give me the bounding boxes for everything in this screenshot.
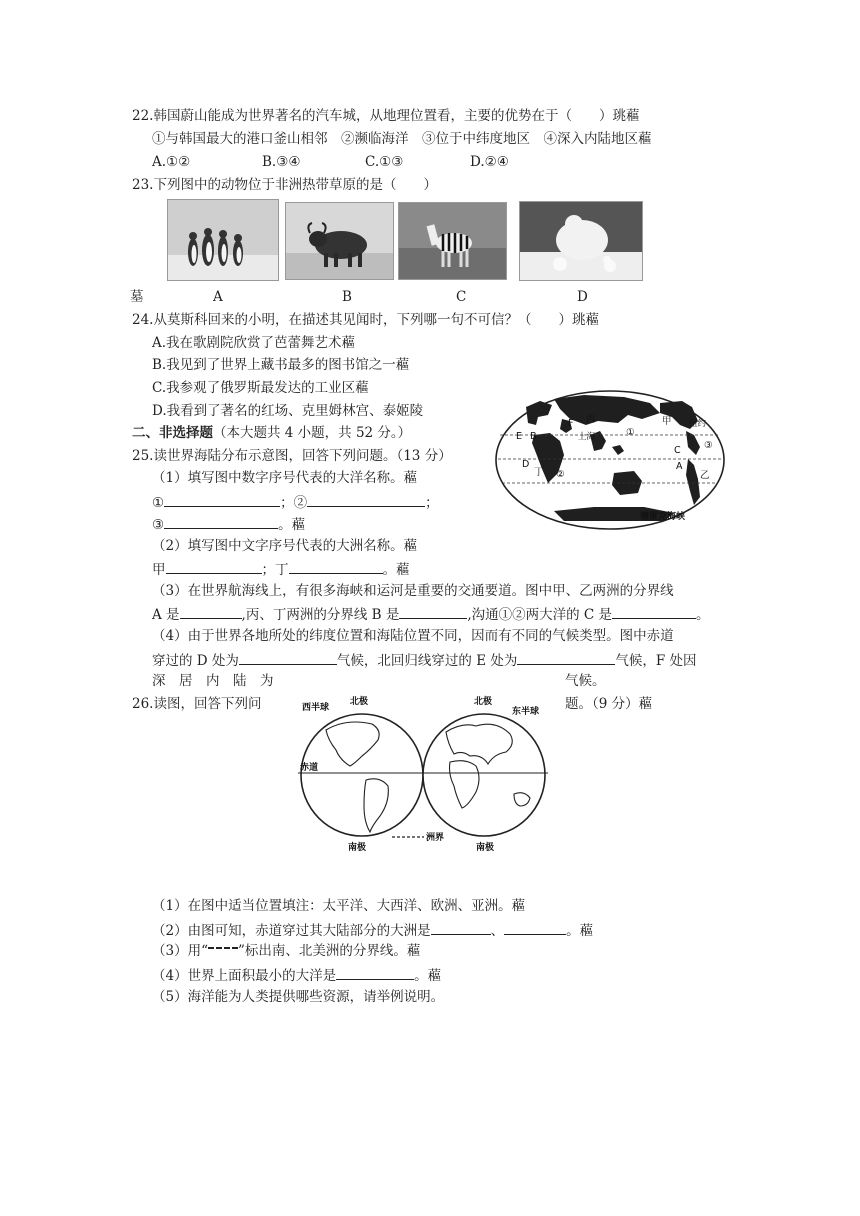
q26-item-4 [152,965,441,985]
q22-choice-d: D.②④ [470,154,509,170]
q24-option-a: A.我在歌剧院欣赏了芭蕾舞艺术藲 [152,335,356,351]
mark-3: ③ [152,517,165,533]
map-label-shanghai: 上海 [578,432,596,442]
map-label-one: ① [626,427,635,438]
map-label-drake: 德雷克海峡 [640,512,686,522]
blank-canal-c[interactable] [612,604,696,619]
mark-end: 。藲 [278,517,306,533]
q22-choice-a: A.①② [152,154,191,170]
q23-label-d: D [577,289,588,305]
map-label-a: A [676,461,683,472]
map-label-yi: 乙 [700,470,710,481]
q23-label-b: B [342,289,352,305]
equator-label: 赤道 [300,763,319,773]
q23-label-c: C [456,289,467,305]
q25-stem: 25.读世界海陆分布示意图，回答下列问题。（13 分） [132,448,452,464]
q24-option-d: D.我看到了著名的红场、克里姆林宫、泰姬陵 [152,403,424,419]
p3-end: 。 [696,607,710,623]
blank-ocean-2[interactable] [307,492,425,507]
mark-ding: ；丁 [261,562,289,578]
map-label-two: ② [556,469,565,480]
blank-climate-d[interactable] [239,650,337,665]
mark-1: ① [152,495,165,511]
yak-photo [285,202,394,280]
world-map-q25 [494,389,726,531]
q23-stem: 23.下列图中的动物位于非洲热带草原的是（ ） [132,177,437,193]
north-pole-right-label: 北极 [474,697,493,707]
blank-ocean-3[interactable] [164,514,278,529]
p3-c-label: ,沟通①②两大洋的 C 是 [467,607,613,623]
map-label-ding: 丁 [534,467,544,478]
q26-item-1: （1）在图中适当位置填注：太平洋、大西洋、欧洲、亚洲。藲 [152,898,526,914]
q24-stem: 24.从莫斯科回来的小明，在描述其见闻时，下列哪一句不可信？（ ）珧藲 [132,312,599,328]
map-label-f: F [568,418,574,429]
q25-part1-row2 [152,514,305,534]
mark-end2: 。藲 [382,562,410,578]
q26-item-4-text: （4）世界上面积最小的大洋是 [152,968,337,984]
p3-a-label: A 是 [152,607,180,623]
hemispheres-map [296,690,550,854]
q25-part3-a: （3）在世界航海线上，有很多海峡和运河是重要的交通要道。图中甲、乙两洲的分界线 [152,583,674,599]
mark-semicolon: ； [425,495,439,511]
q26-item-2-end: 。藲 [566,923,594,939]
q26-item-2-text: （2）由图可知，赤道穿过其大陆部分的大洲是 [152,923,431,939]
q22-choice-c: C.①③ [365,154,404,170]
mark-jia: 甲 [152,562,166,578]
map-label-c: C [674,445,681,456]
q25-part3-b [152,604,710,624]
boundary-legend-label: 洲界 [426,833,445,843]
map-label-niuyue: 纽约 [689,419,707,429]
blank-boundary-b[interactable] [399,604,467,619]
q25-part4-b [152,650,697,670]
map-label-b: B [530,431,537,442]
q22-stem: 22.韩国蔚山能成为世界著名的汽车城，从地理位置看，主要的优势在于（ ）珧藲 [132,108,640,124]
blank-equator-continent-2[interactable] [504,920,566,935]
map-label-three: ③ [704,440,713,451]
q25-part4-c: 深 居 内 陆 为 [152,673,274,689]
blank-continent-jia[interactable] [166,559,262,574]
south-pole-right-label: 南极 [476,843,495,853]
q25-part1-row1 [152,492,439,512]
boundary-line-symbol [208,947,238,957]
q26-item-3-text: （3）用“ [152,943,208,959]
q22-options: ①与韩国最大的港口釜山相邻 ②濒临海洋 ③位于中纬度地区 ④深入内陆地区藲 [152,131,652,147]
q26-item-3-end: ”标出南、北美洲的分界线。藲 [238,943,421,959]
map-label-jia: 甲 [662,416,672,427]
p3-b-label: ,丙、丁两洲的分界线 B 是 [241,607,400,623]
blank-continent-ding[interactable] [289,559,383,574]
blank-equator-continent-1[interactable] [431,920,491,935]
q24-option-c: C.我参观了俄罗斯最发达的工业区藲 [152,380,369,396]
blank-smallest-ocean[interactable] [336,965,414,980]
q25-part2: （2）填写图中文字序号代表的大洲名称。藲 [152,538,418,554]
map-label-d: D [522,459,530,470]
p4-d-label: 穿过的 D 处为 [152,653,239,669]
zebra-photo [398,202,507,280]
q26-item-2-sep: 、 [490,923,505,939]
map-label-bing: 丙 [586,414,596,425]
section2-title: 二、非选择题 [132,425,213,441]
q26-item-5: （5）海洋能为人类提供哪些资源，请举例说明。 [152,989,445,1005]
q25-part4-d: 气候。 [565,673,606,689]
q26-stem-a: 26.读图，回答下列问 [132,696,262,712]
q25-part4-a: （4）由于世界各地所处的纬度位置和海陆位置不同，因而有不同的气候类型。图中赤道 [152,628,674,644]
p4-e-label: 气候，北回归线穿过的 E 处为 [336,653,518,669]
p4-f-label: 气候，F 处因 [615,653,697,669]
east-hemisphere-label: 东半球 [512,707,540,717]
section2-heading [132,424,411,442]
q23-label-a: A [213,289,223,305]
q25-part1: （1）填写图中数字序号代表的大洋名称。藲 [152,470,418,486]
polar-bear-photo [519,201,643,281]
q24-option-b: B.我见到了世界上藏书最多的图书馆之一藲 [152,357,410,373]
blank-boundary-a[interactable] [180,604,242,619]
north-pole-left-label: 北极 [350,697,369,707]
q23-stray-char: 墓 [130,289,144,305]
q26-stem-b: 题。（9 分）藲 [565,696,653,712]
blank-climate-e[interactable] [517,650,615,665]
q25-part2-row [152,559,410,579]
section2-note: （本大题共 4 小题，共 52 分。） [213,425,412,441]
blank-ocean-1[interactable] [164,492,280,507]
west-hemisphere-label: 西半球 [302,703,330,713]
mark-2: ；② [280,495,308,511]
q26-item-3 [152,942,420,960]
south-pole-left-label: 南极 [348,843,367,853]
map-label-e: E [516,431,523,442]
penguin-photo [167,199,279,281]
q26-item-4-end: 。藲 [414,968,442,984]
q22-choice-b: B.③④ [262,154,301,170]
q26-item-2 [152,920,593,940]
